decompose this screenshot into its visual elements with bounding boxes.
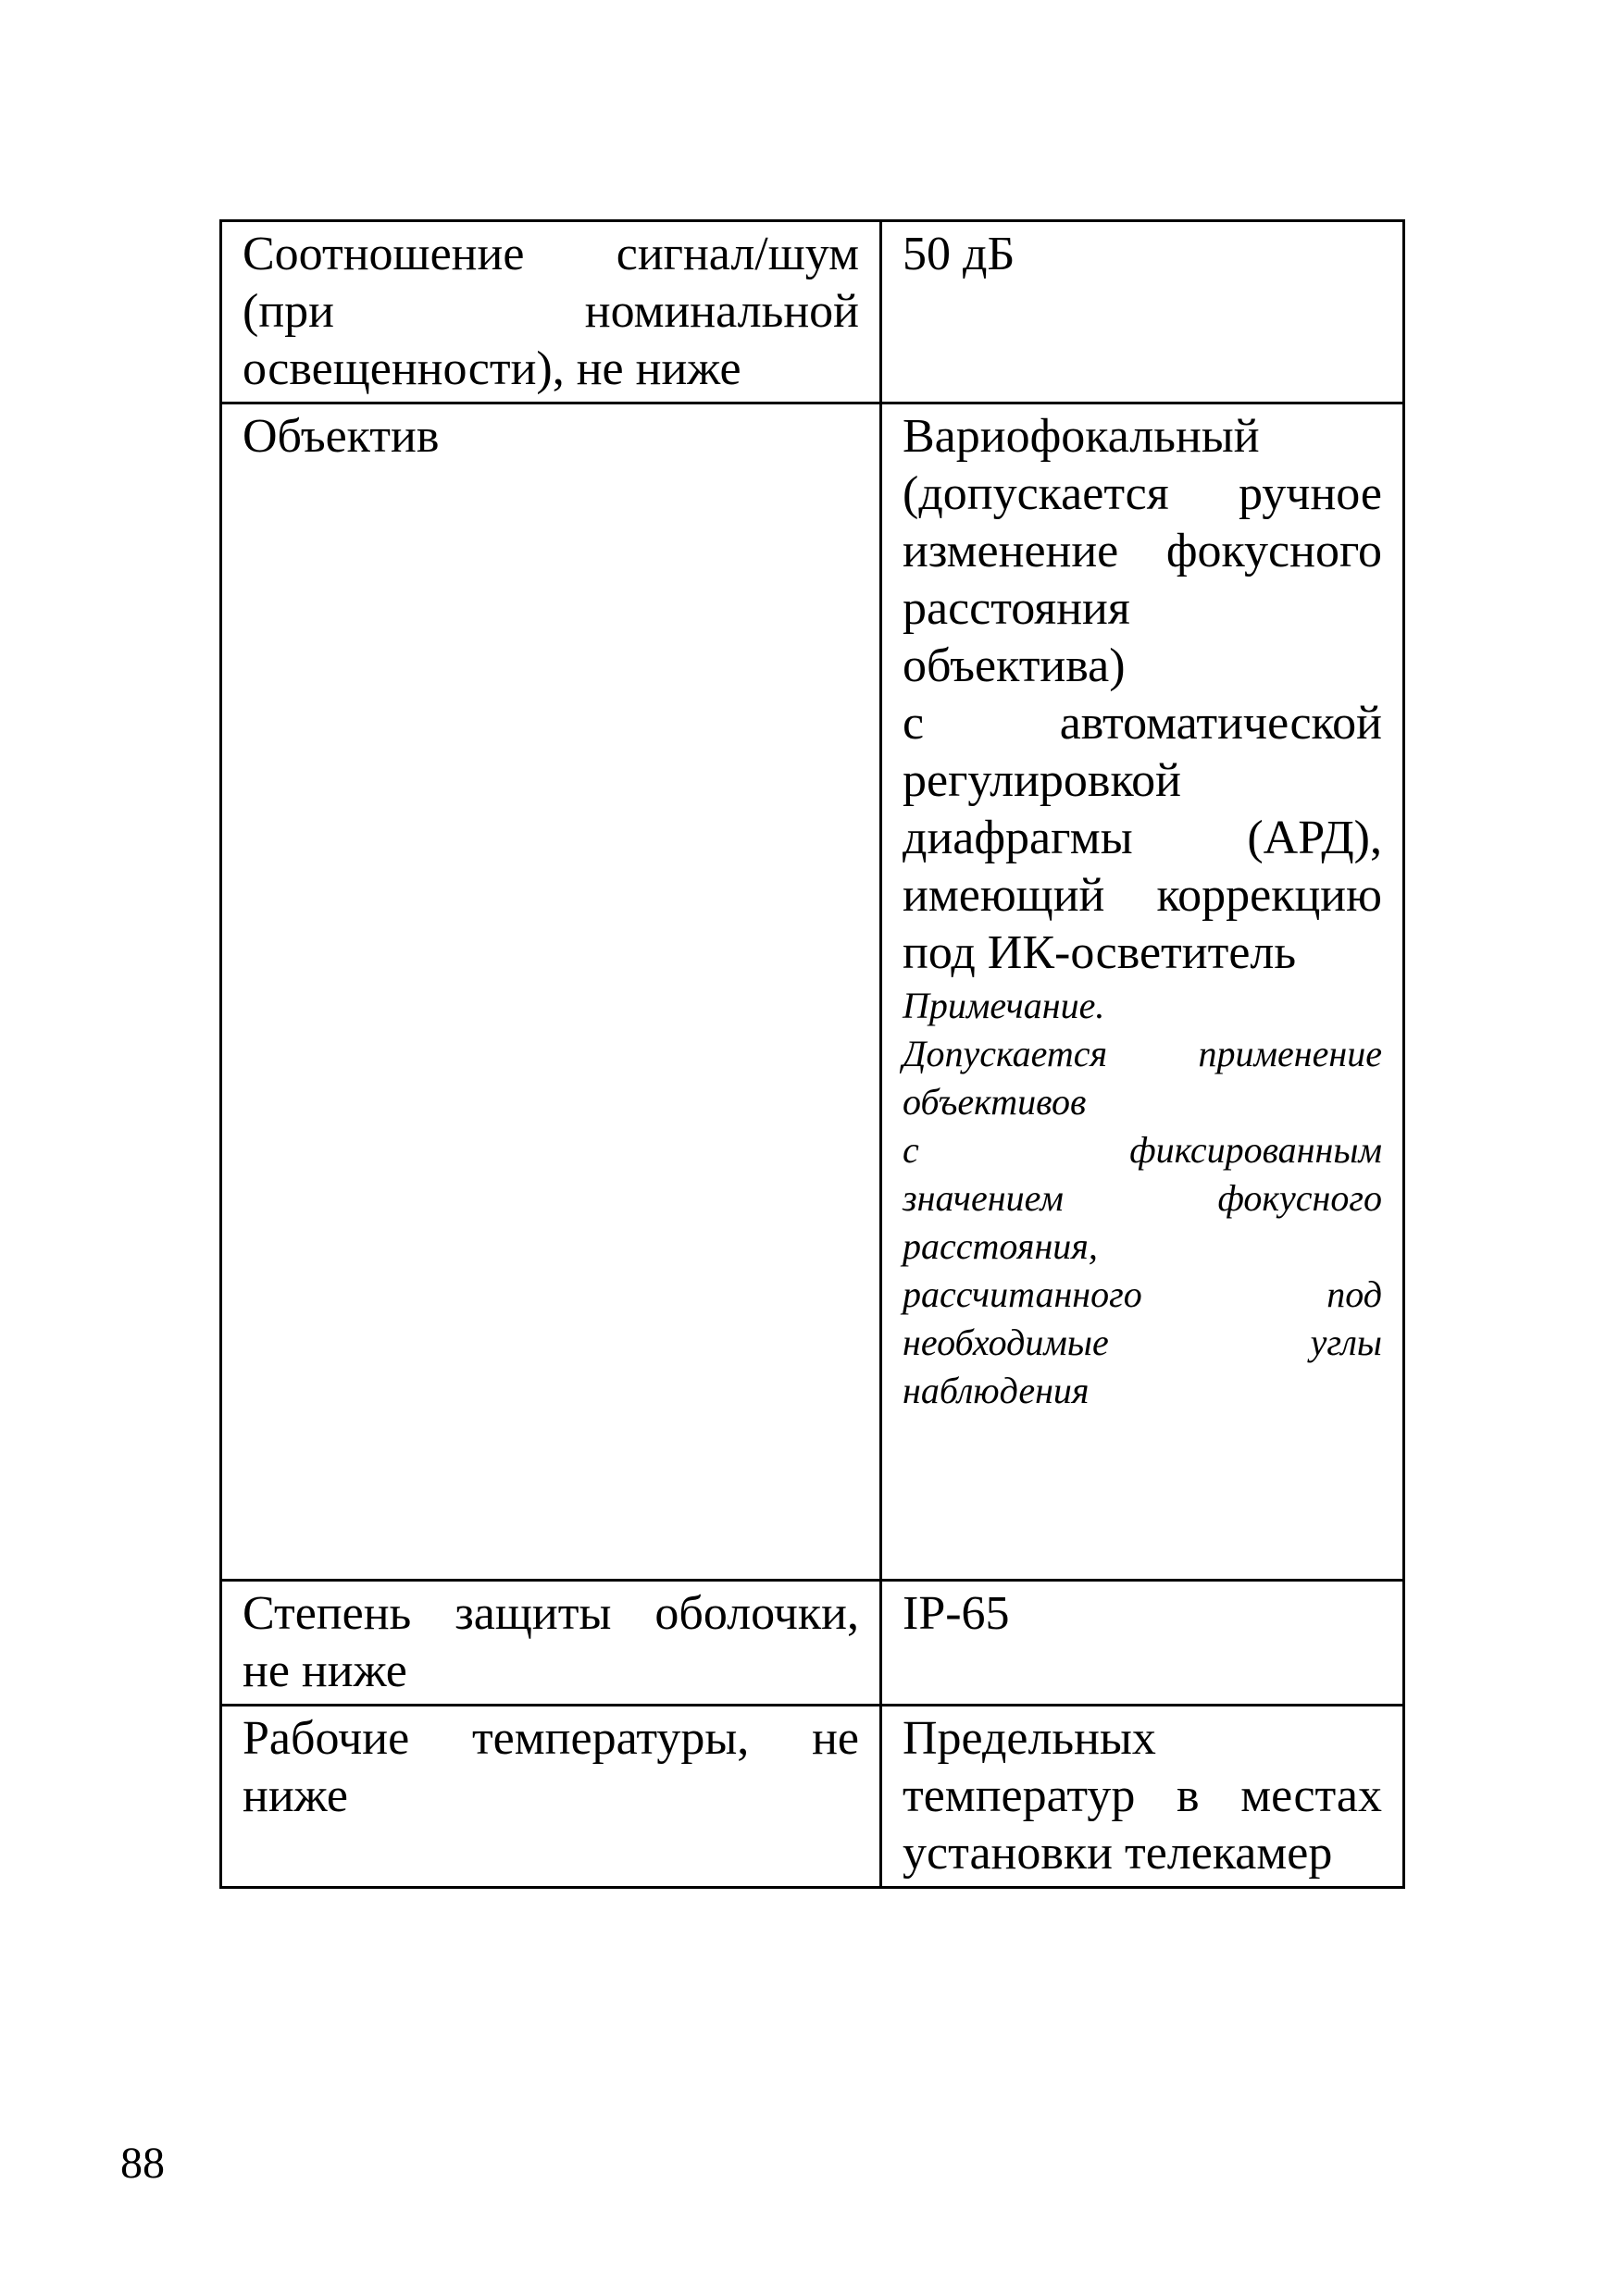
table-row [221,1581,1404,1706]
param-cell [221,1581,881,1706]
value-text: IP-65 [903,1587,1010,1640]
param-text: ниже [243,1769,348,1822]
value-cell [881,1581,1404,1706]
value-text: расстояния [903,582,1130,635]
value-text: объектива) [903,639,1126,692]
param-cell [221,221,881,403]
note-text: расстояния, [903,1225,1098,1267]
value-text: с автоматической [903,697,1382,750]
value-text: установки телекамер [903,1827,1333,1880]
note-text: Допускается применение [903,1033,1382,1074]
note-text: необходимые углы [903,1322,1382,1363]
table-row [221,403,1404,1581]
param-text: Объектив [243,410,440,463]
param-text: не ниже [243,1644,407,1697]
note-text: с фиксированным [903,1129,1382,1171]
value-text: Вариофокальный [903,410,1260,463]
param-text: освещенности), не ниже [243,342,741,395]
note-text: Примечание. [903,985,1105,1026]
table-row [221,1706,1404,1888]
value-text: диафрагмы (АРД), [903,812,1382,864]
value-text: 50 дБ [903,228,1015,280]
param-text: Рабочие температуры, не [243,1712,859,1765]
value-text: имеющий коррекцию [903,869,1382,922]
value-cell [881,1706,1404,1888]
value-text: (допускается ручное [903,467,1382,520]
param-cell [221,403,881,1581]
value-cell [881,403,1404,1581]
param-cell [221,1706,881,1888]
value-text: изменение фокусного [903,525,1382,577]
note-text: наблюдения [903,1370,1090,1411]
value-text: под ИК-осветитель [903,926,1297,979]
spec-table [219,219,1405,1889]
value-text: температур в местах [903,1769,1382,1822]
note-block [903,982,1382,1415]
param-text: (при номинальной [243,285,859,338]
param-text: Степень защиты оболочки, [243,1587,859,1640]
param-text: Соотношение сигнал/шум [243,228,859,280]
note-text: рассчитанного под [903,1273,1382,1315]
note-text: значением фокусного [903,1177,1382,1219]
value-text: регулировкой [903,754,1181,807]
table-row [221,221,1404,403]
value-text: Предельных [903,1712,1156,1765]
page-number: 88 [120,2139,165,2188]
note-text: объективов [903,1081,1087,1123]
value-cell [881,221,1404,403]
